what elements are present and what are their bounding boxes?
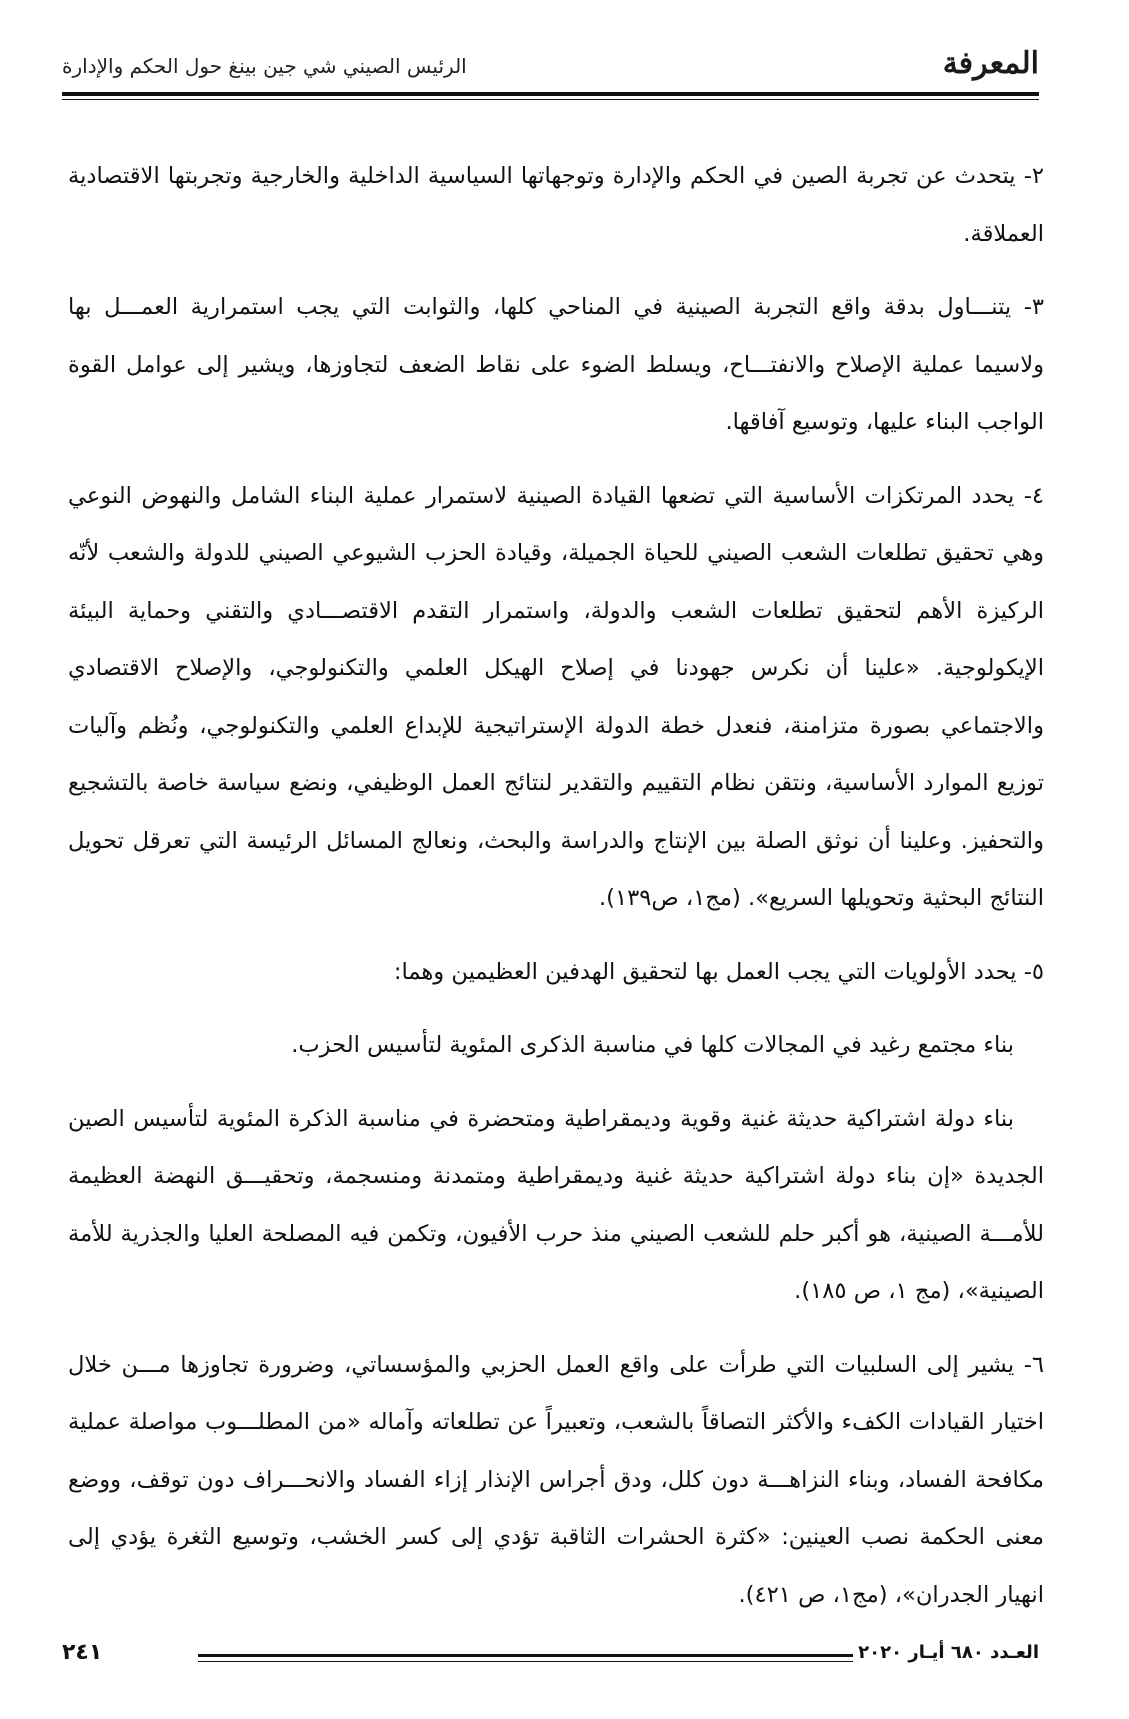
header-rule-thick: [62, 92, 1039, 96]
article-body: [68, 148, 1044, 1640]
paragraph-goal-2: بناء دولة اشتراكية حديثة غنية وقوية وديمقراطية ومتحضرة في مناسبة الذكرة المئوية لتأسيس الصين الجديدة «إن بناء دولة اشتراكية حديثة غنية وديمقراطية ومتمدنة ومنسجمة، وتحقيـــق النهضة العظيمة للأمـــة الصينية، هو أكبر حلم للشعب الصيني منذ حرب الأفيون، وتكمن فيه المصلحة العليا والجذرية للأمة الصينية»، (مج ١، ص ١٨٥).: [68, 1105, 1044, 1304]
magazine-logo: المعرفة: [942, 46, 1039, 81]
paragraph-goal-1: بناء مجتمع رغيد في المجالات كلها في مناسبة الذكرى المئوية لتأسيس الحزب.: [291, 1032, 1014, 1058]
paragraph-point-4: ٤- يحدد المرتكزات الأساسية التي تضعها القيادة الصينية لاستمرار عملية البناء الشامل والنهوض النوعي وهي تحقيق تطلعات الشعب الصيني للحياة الجميلة، وقيادة الحزب الشيوعي الصيني للدولة والشعب لأنّه الركيزة الأهم لتحقيق تطلعات الشعب والدولة، واستمرار التقدم الاقتصـــادي والتقني وحماية البيئة الإيكولوجية. «علينا أن نكرس جهودنا في إصلاح الهيكل العلمي والتكنولوجي، والإصلاح الاقتصادي والاجتماعي بصورة متزامنة، فنعدل خطة الدولة الإستراتيجية للإبداع العلمي والتكنولوجي، ونُظم وآليات توزيع الموارد الأساسية، ونتقن نظام التقييم والتقدير لنتائج العمل الوظيفي، ونضع سياسة خاصة بالتشجيع والتحفيز. وعلينا أن نوثق الصلة بين الإنتاج والدراسة والبحث، ونعالج المسائل الرئيسة التي تعرقل تحويل النتائج البحثية وتحويلها السريع». (مج١، ص١٣٩).: [68, 482, 1044, 911]
page-number: ٢٤١: [62, 1640, 103, 1665]
page-header: [62, 40, 1039, 90]
header-rule-thin: [62, 99, 1039, 100]
paragraph-point-5: ٥- يحدد الأولويات التي يجب العمل بها لتحقيق الهدفين العظيمين وهما:: [393, 958, 1044, 985]
issue-info: العـدد ٦٨٠ أيـار ٢٠٢٠: [858, 1642, 1039, 1663]
running-title: الرئيس الصيني شي جين بينغ حول الحكم والإدارة: [62, 54, 467, 78]
paragraph-point-3: ٣- يتنـــاول بدقة واقع التجربة الصينية في المناحي كلها، والثوابت التي يجب استمرارية العمـــل بها ولاسيما عملية الإصلاح والانفتـــاح، ويسلط الضوء على نقاط الضعف لتجاوزها، ويشير إلى عوامل القوة الواجب البناء عليها، وتوسيع آفاقها.: [68, 294, 1044, 435]
paragraph-point-6: ٦- يشير إلى السلبيات التي طرأت على واقع العمل الحزبي والمؤسساتي، وضرورة تجاوزها مـــن خلال اختيار القيادات الكفء والأكثر التصاقاً بالشعب، وتعبيراً عن تطلعاته وآماله «من المطلـــوب مواصلة عملية مكافحة الفساد، وبناء النزاهـــة دون كلل، ودق أجراس الإنذار إزاء الفساد والانحـــراف دون توقف، ووضع معنى الحكمة نصب العينين: «كثرة الحشرات الثاقبة تؤدي إلى كسر الخشب، وتوسيع الثغرة يؤدي إلى انهيار الجدران»، (مج١، ص ٤٢١).: [68, 1351, 1044, 1608]
paragraph-point-2: ٢- يتحدث عن تجربة الصين في الحكم والإدارة وتوجهاتها السياسية الداخلية والخارجية وتجربتها الاقتصادية العملاقة.: [68, 163, 1044, 247]
page-footer: [62, 1640, 1039, 1674]
footer-rule: [198, 1654, 853, 1662]
